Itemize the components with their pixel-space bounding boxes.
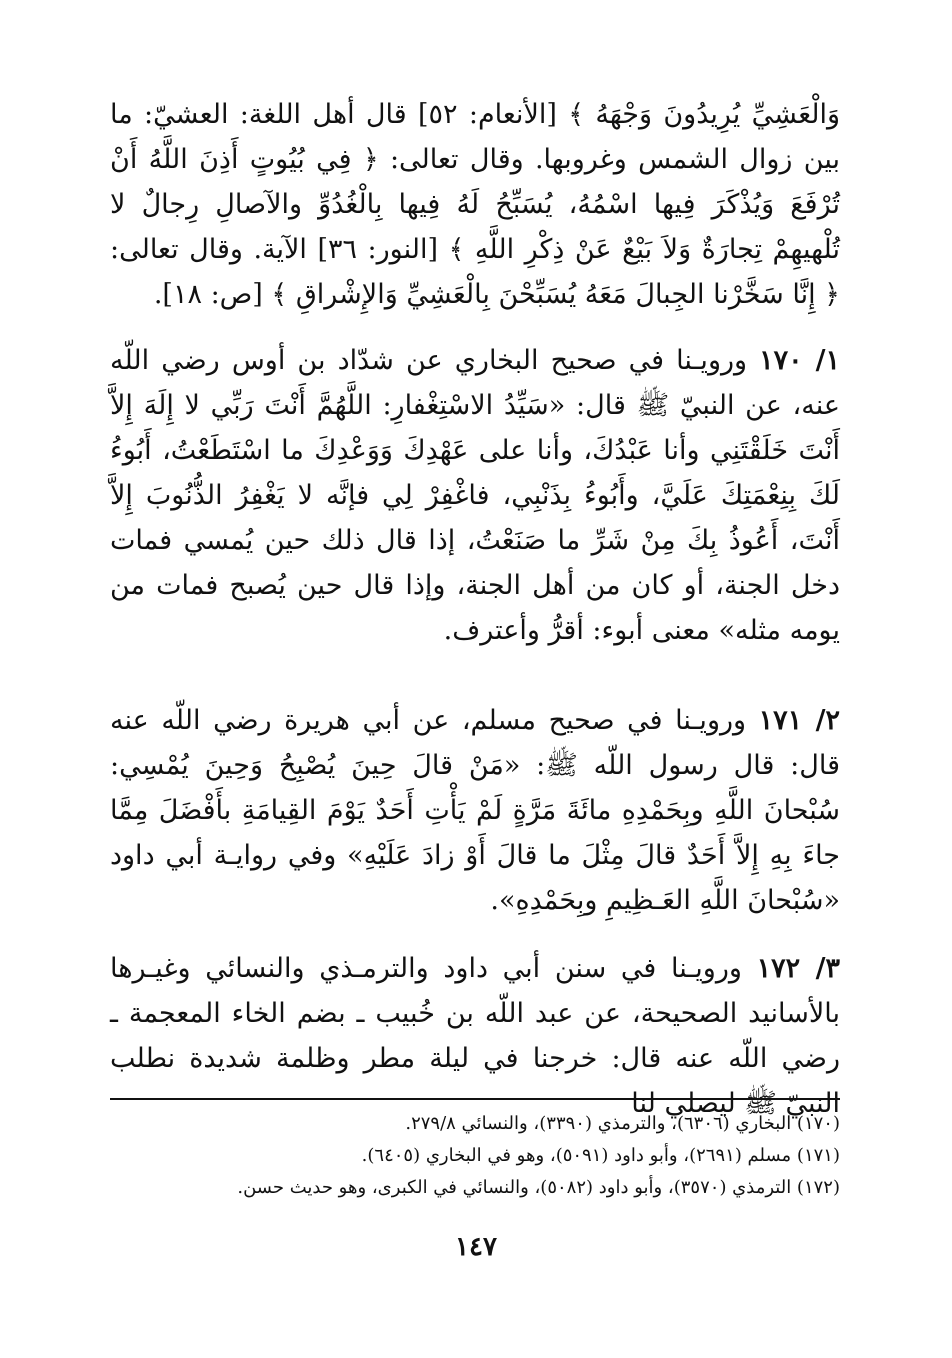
- intro-paragraph: [110, 92, 840, 317]
- hadith-number: ١/ ١٧٠: [759, 345, 840, 376]
- hadith-paragraph-171: [110, 698, 840, 923]
- hadith-number: ٣/ ١٧٢: [756, 953, 840, 984]
- hadith-number: ٢/ ١٧١: [758, 705, 840, 736]
- hadith-paragraph-170: [110, 338, 840, 653]
- hadith-text: ورويـنا في سنن أبي داود والترمـذي والنسائي وغيـرها بالأسانيد الصحيحة، عن عبد اللّه بن خُبيب ـ بضم الخاء المعجمة ـ رضي اللّه عنه قال: خرجنا في ليلة مطر وظلمة شديدة نطلب النبيّ ﷺ ليصلي لنا: [110, 953, 840, 1119]
- hadith-text: ورويـنا في صحيح مسلم، عن أبي هريرة رضي اللّه عنه قال: قال رسول اللّه ﷺ: «مَنْ قالَ حِينَ يُصْبِحُ وَحِينَ يُمْسِي: سُبْحانَ اللَّهِ وبِحَمْدِهِ مائَةَ مَرَّةٍ لَمْ يَأْتِ أَحَدٌ يَوْمَ القِيامَةِ بأَفْضَلَ مِمَّا جاءَ بِهِ إِلاَّ أَحَدٌ قالَ مِثْلَ ما قالَ أَوْ زادَ عَلَيْهِ» وفي روايـة أبي داود «سُبْحانَ اللَّهِ العَـظِيمِ وبِحَمْدِهِ».: [110, 705, 840, 916]
- footnote-item: (١٧٠) البخاري (٦٣٠٦)، والترمذي (٣٣٩٠)، والنسائي ٢٧٩/٨.: [405, 1113, 840, 1134]
- footnote-item: (١٧٢) الترمذي (٣٥٧٠)، وأبو داود (٥٠٨٢)، والنسائي في الكبرى، وهو حديث حسن.: [237, 1177, 840, 1198]
- intro-text: وَالْعَشِيِّ يُرِيدُونَ وَجْهَهُ ﴾ [الأنعام: ٥٢] قال أهل اللغة: العشيّ: ما بين زوال الشمس وغروبها. وقال تعالى: ﴿ فِي بُيُوتٍ أَذِنَ اللَّهُ أَنْ تُرْفَعَ وَيُذْكَرَ فِيها اسْمُهُ، يُسَبِّحُ لَهُ فِيها بِالْغُدُوِّ والآصالِ رِجالٌ لا تُلْهيهِمْ تِجارَةٌ وَلاَ بَيْعٌ عَنْ ذِكْرِ اللَّهِ ﴾ [النور: ٣٦] الآية. وقال تعالى: ﴿ إِنَّا سَخَّرْنا الجِبالَ مَعَهُ يُسَبِّحْنَ بِالْعَشِيِّ وَالإِشْراقِ ﴾ [ص: ١٨].: [110, 99, 841, 310]
- hadith-text: ورويـنا في صحيح البخاري عن شدّاد بن أوس رضي اللّه عنه، عن النبيّ ﷺ قال: «سَيِّدُ الاسْتِغْفارِ: اللَّهُمَّ أَنْتَ رَبِّي لا إِلَهَ إِلاَّ أَنْتَ خَلَقْتَنِي وأنا عَبْدُكَ، وأنا على عَهْدِكَ وَوَعْدِكَ ما اسْتَطَعْتُ، أَبُوءُ لَكَ بِنِعْمَتِكَ عَلَيَّ، وأَبُوءُ بِذَنْبِي، فاغْفِرْ لِي فإنَّه لا يَغْفِرُ الذُّنُوبَ إِلاَّ أَنْتَ، أَعُوذُ بِكَ مِنْ شَرِّ ما صَنَعْتُ، إذا قال ذلك حين يُمسي فمات دخل الجنة، أو كان من أهل الجنة، وإذا قال حين يُصبح فمات من يومه مثله» معنى أبوء: أقرُّ وأعترف.: [110, 345, 840, 646]
- footnote-divider: [110, 1098, 840, 1100]
- page-number: ١٤٧: [455, 1232, 497, 1262]
- footnotes-list: [110, 1108, 840, 1204]
- footnote-item: (١٧١) مسلم (٢٦٩١)، وأبو داود (٥٠٩١)، وهو في البخاري (٦٤٠٥).: [361, 1145, 840, 1166]
